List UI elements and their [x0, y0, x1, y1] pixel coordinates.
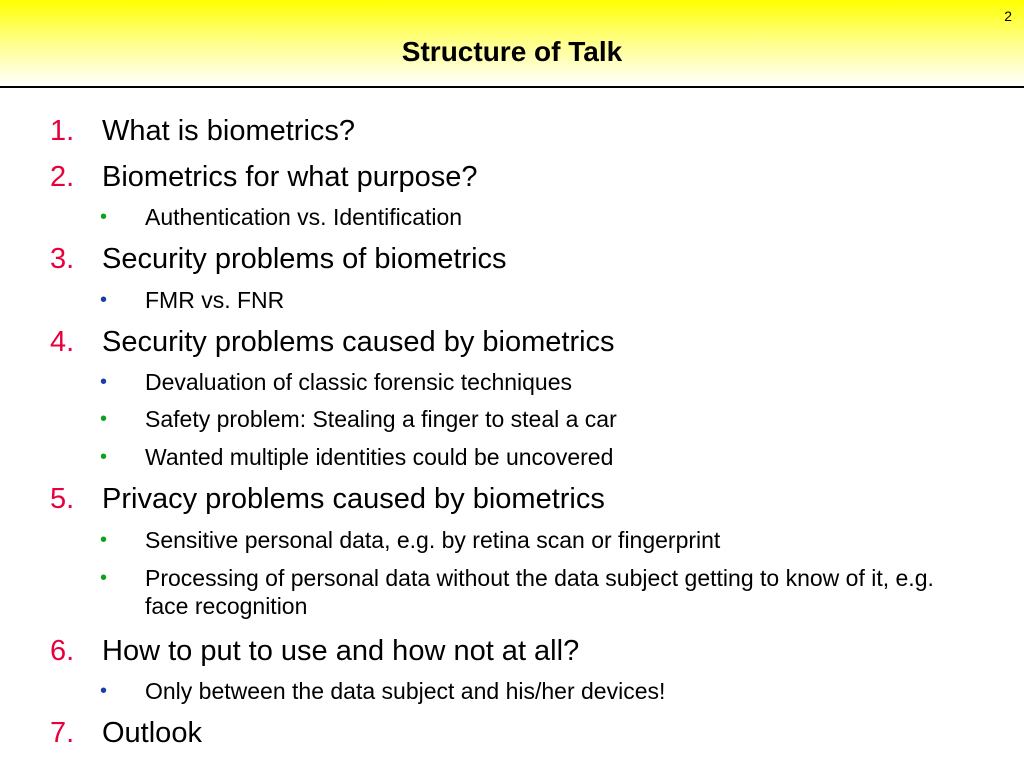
sub-item-text: Safety problem: Stealing a finger to steal a car	[145, 406, 617, 432]
item-text: Security problems caused by biometrics	[102, 326, 615, 358]
item-text: Privacy problems caused by biometrics	[102, 483, 605, 515]
item-number: 6.	[50, 635, 75, 667]
bullet-icon: •	[100, 529, 108, 551]
page-number: 2	[1004, 8, 1012, 24]
slide-title: Structure of Talk	[401, 36, 623, 67]
bullet-icon: •	[100, 567, 108, 589]
item-number: 5.	[50, 483, 75, 515]
item-number: 3.	[50, 243, 75, 275]
sub-item-text: Only between the data subject and his/her devices!	[145, 678, 666, 704]
sub-item-text: Wanted multiple identities could be uncovered	[145, 444, 614, 470]
sub-item-text: Devaluation of classic forensic techniques	[145, 369, 573, 395]
header-divider	[0, 86, 1024, 88]
sub-item-text: Processing of personal data without the data subject getting to know of it, e.g. face recognition	[145, 565, 934, 619]
slide-header	[0, 0, 1024, 86]
sub-item-text: Sensitive personal data, e.g. by retina scan or fingerprint	[145, 527, 721, 553]
bullet-icon: •	[100, 680, 108, 702]
item-text: Biometrics for what purpose?	[102, 161, 478, 193]
item-text: Security problems of biometrics	[102, 243, 507, 275]
bullet-icon: •	[100, 289, 108, 311]
item-number: 7.	[50, 717, 75, 749]
sub-item-text: FMR vs. FNR	[145, 287, 285, 313]
sub-item-text: Authentication vs. Identification	[145, 204, 463, 230]
bullet-icon: •	[100, 446, 108, 468]
item-number: 2.	[50, 161, 75, 193]
item-text: How to put to use and how not at all?	[102, 635, 580, 667]
item-number: 4.	[50, 326, 75, 358]
item-number: 1.	[50, 115, 75, 147]
bullet-icon: •	[100, 206, 108, 228]
bullet-icon: •	[100, 371, 108, 393]
bullet-icon: •	[100, 408, 108, 430]
item-text: Outlook	[102, 717, 202, 749]
item-text: What is biometrics?	[102, 115, 356, 147]
